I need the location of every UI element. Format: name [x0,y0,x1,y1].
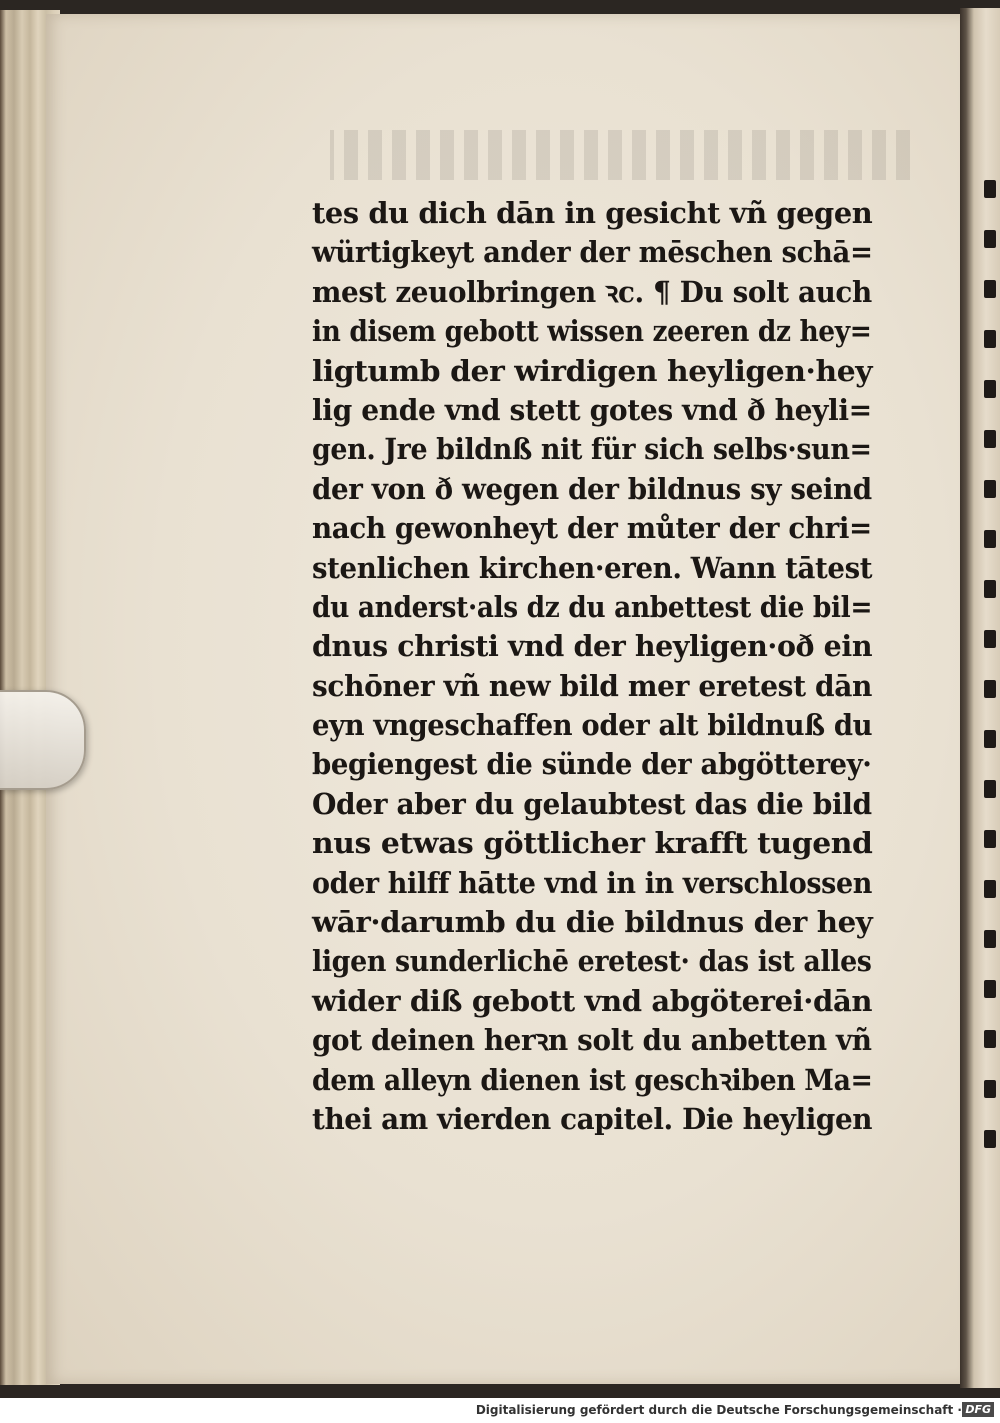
text-line: schōner vñ new bild mer eretest dān [312,668,873,703]
funding-credit: Digitalisierung gefördert durch die Deutsche Forschungsgemeinschaft · [475,1403,962,1417]
text-line: du anderst·als dz du anbettest die bil= [312,589,873,624]
text-line: mest zeuolbringen ꝛc. ¶ Du solt auch [312,274,872,309]
text-line: ligen sunderlichē eretest· das ist alles [312,944,872,979]
text-line: Oder aber du gelaubtest das die bild [312,786,872,821]
text-line: wider diß gebott vnd abgöterei·dān [312,983,873,1018]
page-clip [0,690,86,790]
text-line: würtigkeyt ander der mēschen schā= [312,235,873,270]
text-line: in disem gebott wissen zeeren dz hey= [312,314,872,349]
text-line: tes du dich dān in gesicht vñ gegen [312,196,873,230]
text-line: der von ð wegen der bildnus sy seind [312,471,872,506]
blackletter-text-block [312,194,882,1139]
dfg-logo: DFG [962,1402,994,1417]
text-line: ligtumb der wirdigen heyligen·hey [312,353,873,388]
footer-bar [0,1398,1000,1423]
text-line: begiengest die sünde der abgötterey· [312,747,872,782]
text-line: dem alleyn dienen ist geschꝛiben Ma= [312,1062,873,1097]
text-line: stenlichen kirchen·eren. Wann tātest [312,550,873,585]
text-line: oder hilff hātte vnd in in verschlossen [312,865,872,900]
text-line: nus etwas göttlicher krafft tugend [312,826,873,861]
text-line: nach gewonheyt der můter der chri= [312,511,872,546]
facing-page-glyphs [980,180,1000,1180]
text-line: got deinen herꝛn solt du anbetten vñ [312,1023,872,1058]
show-through-text [330,130,910,180]
text-line: lig ende vnd stett gotes vnd ð heyli= [312,392,872,427]
text-line: gen. Jre bildnß nit für sich selbs·sun= [312,432,872,467]
text-line: eyn vngeschaffen oder alt bildnuß du [312,708,873,743]
text-line: thei am vierden capitel. Die heyligen [312,1101,873,1136]
text-line: dnus christi vnd der heyligen·oð ein [312,629,873,664]
text-line: wār·darumb du die bildnus der hey [312,905,873,940]
